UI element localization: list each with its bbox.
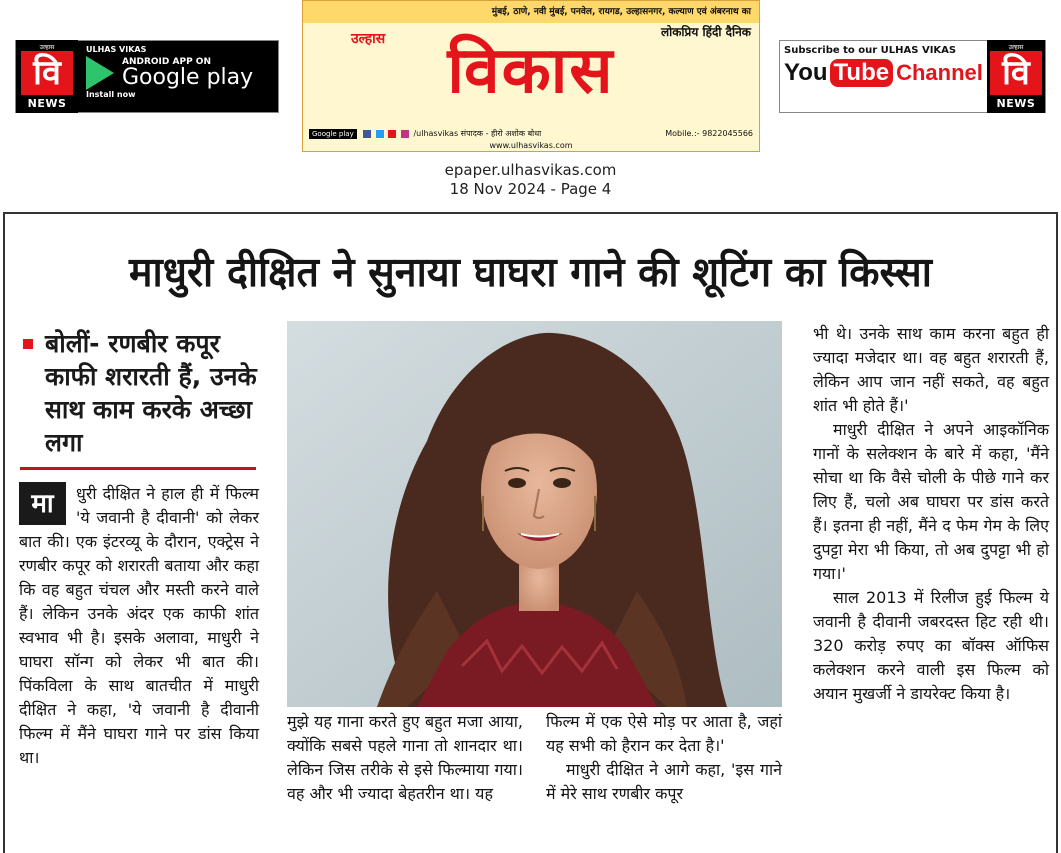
article-column-1	[19, 482, 259, 770]
youtube-block	[780, 41, 987, 112]
red-divider	[20, 467, 256, 470]
portrait-photo-illustration	[287, 321, 782, 707]
install-now-label: Install now	[86, 90, 136, 99]
column-4-para-2: माधुरी दीक्षित ने अपने आइकॉनिक गानों के सलेक्शन के बारे में कहा, 'मैंने सोचा था कि वैसे चोली के पीछे गाने कर लिए हैं, चलो अब घाघरा पर डांस करते हैं। इतना ही नहीं, मैंने द फेम गेम के लिए दुपट्टा मेरा भी किया, तो अब दुपट्टा भी हो गया।'	[813, 420, 1049, 583]
youtube-channel-banner[interactable]	[779, 40, 1046, 113]
badge-brand: उल्हास	[1008, 44, 1024, 51]
masthead-small-title: उल्हास	[351, 31, 386, 47]
channel-label: Channel	[896, 60, 983, 85]
epaper-info	[0, 161, 1061, 199]
youtube-icon[interactable]	[388, 130, 396, 138]
ulhas-vikas-news-logo	[987, 40, 1045, 113]
subheadline-text: बोलीं- रणबीर कपूर काफी शरारती हैं, उनके साथ काम करके अच्छा लगा	[45, 329, 257, 457]
twitter-icon[interactable]	[376, 130, 384, 138]
masthead-website[interactable]: www.ulhasvikas.com	[489, 141, 573, 150]
badge-news-label: NEWS	[27, 97, 67, 110]
mobile-number: Mobile.:- 9822045566	[665, 129, 753, 138]
google-play-mini-badge[interactable]: Google play	[309, 129, 357, 139]
masthead	[302, 0, 760, 152]
masthead-info-bar	[303, 125, 759, 142]
column-3-para-2: माधुरी दीक्षित ने आगे कहा, 'इस गाने में मेरे साथ रणबीर कपूर	[546, 760, 782, 803]
subscribe-label: Subscribe to our ULHAS VIKAS	[784, 45, 957, 56]
badge-news-label: NEWS	[996, 97, 1036, 110]
red-bullet-icon	[23, 339, 33, 349]
column-2-text: मुझे यह गाना करते हुए बहुत मजा आया, क्योंकि सबसे पहले गाना तो शानदार था। लेकिन जिस तरीके से इसे फिल्माया गया। वह और भी ज्यादा बेहतरीन था। यह	[287, 712, 523, 803]
youtube-logo-tube: Tube	[830, 59, 894, 87]
youtube-logo-you: You	[784, 59, 828, 86]
instagram-icon[interactable]	[401, 130, 409, 138]
app-brand: ULHAS VIKAS	[86, 45, 147, 54]
article-photo	[287, 321, 782, 707]
drop-cap: मा	[19, 482, 66, 525]
facebook-icon[interactable]	[363, 130, 371, 138]
article-column-3	[546, 710, 782, 806]
column-1-text: धुरी दीक्षित ने हाल ही में फिल्म 'ये जवानी है दीवानी' को लेकर बात की। एक इंटरव्यू के दौरान, एक्ट्रेस ने रणबीर कपूर को शरारती बताया और कहा कि वह बहुत चंचल और मस्ती करने वाले हैं। लेकिन उनके अंदर एक काफी शांत स्वभाव भी है। इसके अलावा, माधुरी ने घाघरा सॉन्ग को लेकर भी बात की। पिंकविला के साथ बातचीत में माधुरी दीक्षित ने कहा, 'ये जवानी है दीवानी फिल्म में मैंने घाघरा गाने पर डांस किया था।	[19, 484, 259, 767]
masthead-cities: मुंबई, ठाणे, नवी मुंबई, पनवेल, रायगड, उल्हासनगर, कल्याण एवं अंबरनाथ का	[303, 1, 759, 23]
article-column-2	[287, 710, 523, 806]
column-4-para-3: साल 2013 में रिलीज हुई फिल्म ये जवानी है दीवानी जबरदस्त हिट रही थी। 320 करोड़ रुपए का बॉक्स ऑफिस कलेक्शन करने वाली इस फिल्म को अयान मुखर्जी ने डायरेक्ट किया है।	[813, 588, 1049, 703]
masthead-title: विकास	[447, 34, 615, 108]
article-headline: माधुरी दीक्षित ने सुनाया घाघरा गाने की शूटिंग का किस्सा	[129, 248, 932, 296]
article-clipping	[3, 212, 1058, 853]
google-play-label: Google play	[122, 65, 254, 90]
column-3-para-1: फिल्म में एक ऐसे मोड़ पर आता है, जहां यह सभी को हैरान कर देता है।'	[546, 712, 782, 755]
android-app-label: ANDROID APP ON	[122, 57, 211, 67]
epaper-site[interactable]: epaper.ulhasvikas.com	[444, 161, 617, 179]
article-column-4	[813, 322, 1049, 706]
column-4-para-1: भी थे। उनके साथ काम करना बहुत ही ज्यादा मजेदार था। वह बहुत शरारती हैं, लेकिन आप जान नहीं सकते, वह बहुत शांत भी होते हैं।'	[813, 324, 1049, 415]
epaper-date-page: 18 Nov 2024 - Page 4	[449, 180, 612, 198]
google-play-icon	[86, 56, 114, 90]
badge-brand: उल्हास	[39, 44, 55, 51]
editor-credit: /ulhasvikas संपादक - हीरो अशोक बोधा	[413, 129, 542, 138]
article-subheadline	[21, 327, 261, 459]
google-play-banner[interactable]	[15, 40, 279, 113]
badge-letter: वि	[21, 51, 73, 95]
ulhas-vikas-news-logo	[16, 40, 78, 113]
google-play-block	[78, 41, 278, 112]
badge-letter: वि	[990, 51, 1042, 95]
masthead-tagline: लोकप्रिय हिंदी दैनिक	[660, 25, 751, 39]
